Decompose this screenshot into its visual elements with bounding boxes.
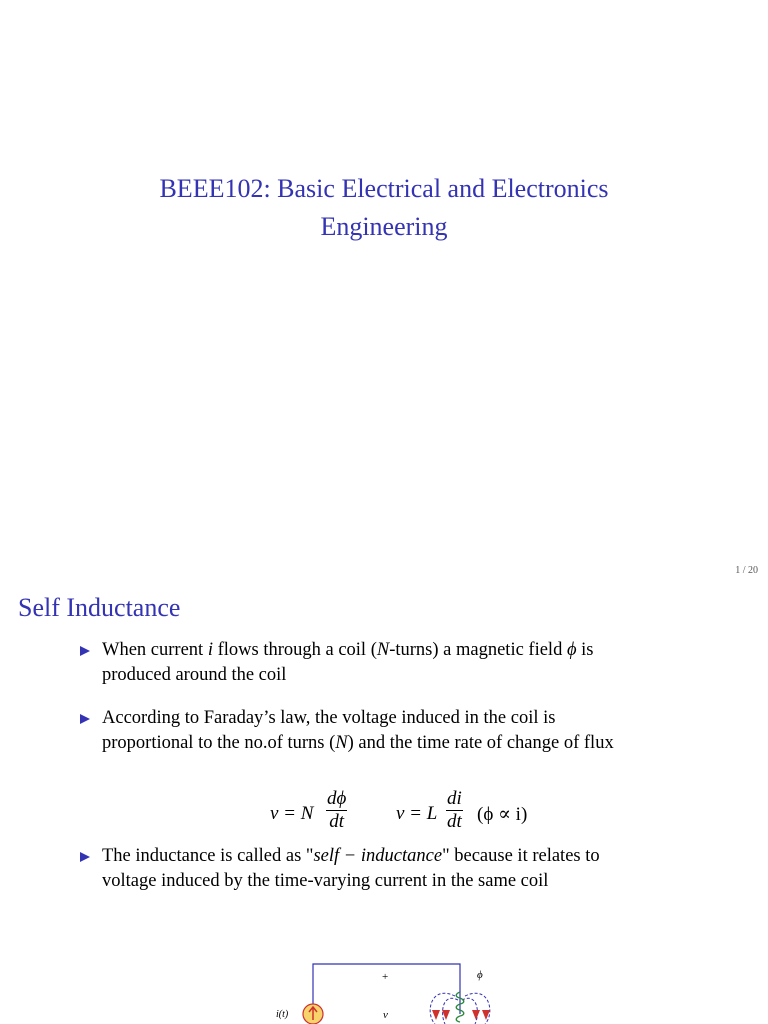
bullet-triangle-icon — [80, 646, 90, 656]
bullet-1-text-c: -turns) a magnetic field — [389, 640, 567, 660]
var-phi: ϕ — [566, 640, 577, 660]
bullet-1 — [80, 638, 720, 688]
var-i: i — [207, 640, 213, 660]
bullet-3-text-b: " because it relates to — [442, 846, 600, 866]
bullet-2-text — [102, 706, 720, 756]
eq1-denominator: dt — [329, 811, 345, 832]
bullet-2-line-1: According to Faraday’s law, the voltage induced in the coil is — [102, 708, 556, 728]
flux-arrow-icon — [482, 1010, 490, 1020]
bullet-3-line-2: voltage induced by the time-varying current in the same coil — [102, 871, 549, 891]
bullet-3-text — [102, 844, 720, 894]
voltage-label: v — [383, 1009, 388, 1021]
var-N: N — [335, 733, 348, 753]
bullet-2-text-a: proportional to the no.of turns ( — [102, 733, 336, 753]
plus-label: + — [382, 971, 389, 983]
bullet-triangle-icon — [80, 852, 90, 862]
bullet-1-text-d: is — [576, 640, 594, 660]
inductor-circuit-diagram — [260, 954, 520, 1024]
eq1-lhs: v = N — [270, 803, 314, 824]
eq2-fraction — [446, 788, 463, 833]
bullet-1-text-b: flows through a coil ( — [212, 640, 377, 660]
bullet-1-text — [102, 638, 720, 688]
eq2-denominator: dt — [447, 811, 462, 832]
bullet-3 — [80, 844, 720, 894]
eq2-lhs: v = L — [396, 803, 438, 824]
presentation-title — [84, 170, 684, 246]
inductance-equation — [0, 788, 768, 848]
flux-arrow-icon — [472, 1010, 480, 1020]
page-number: 1 / 20 — [735, 565, 758, 576]
eq2-numerator: di — [447, 788, 462, 809]
eq2-relation: (ϕ ∝ i) — [477, 804, 528, 825]
eq1-numerator: dϕ — [327, 788, 347, 809]
title-line-1: BEEE102: Basic Electrical and Electronics — [159, 174, 609, 203]
title-line-2: Engineering — [320, 212, 448, 241]
var-N: N — [376, 640, 390, 660]
self-inductance-slide — [0, 576, 768, 1024]
flux-arrow-icon — [432, 1010, 440, 1020]
eq1-fraction — [326, 788, 347, 833]
bullet-1-text-a: When current — [102, 640, 208, 660]
self-inductance-term: self − inductance — [313, 846, 443, 866]
bullet-1-line-2: produced around the coil — [102, 665, 287, 685]
bullet-2-text-b: ) and the time rate of change of flux — [347, 733, 614, 753]
bullet-triangle-icon — [80, 714, 90, 724]
bullet-3-text-a: The inductance is called as " — [102, 846, 314, 866]
bullet-2 — [80, 706, 720, 756]
frame-title: Self Inductance — [18, 593, 181, 622]
source-label: i(t) — [276, 1009, 289, 1020]
flux-label: ϕ — [477, 969, 483, 981]
